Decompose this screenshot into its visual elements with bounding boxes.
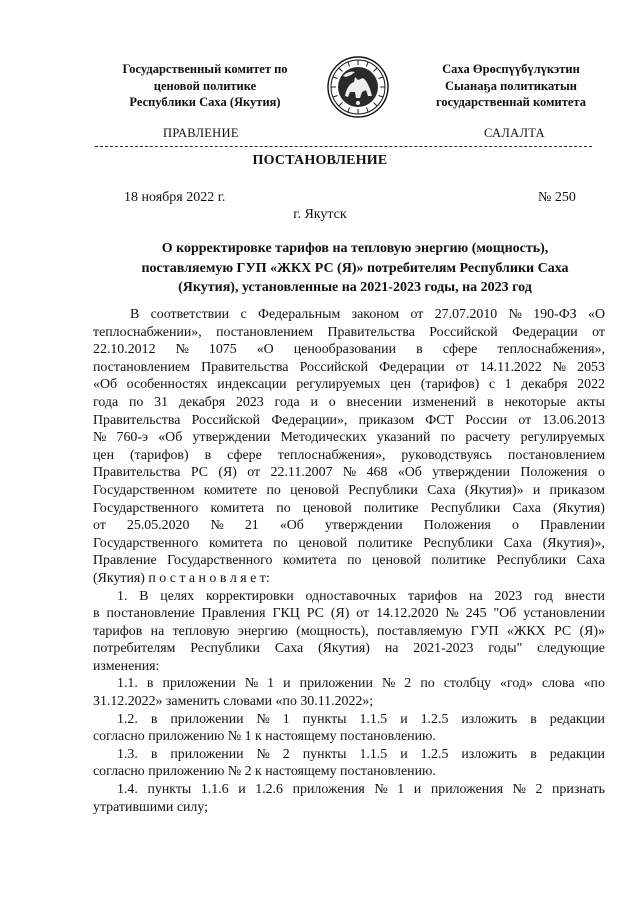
document-subject (105, 239, 605, 298)
body-line: теплоснабжении», постановлением Правительства Российской Федерации от (93, 324, 605, 340)
body-line: Правительства РС (Я) от 22.11.2007 № 468 «Об утверждении Положения о (93, 465, 605, 481)
body-line: изменения: (93, 658, 160, 674)
body-line: 1.3. в приложении № 2 пункты 1.1.5 и 1.2.5 изложить в редакции (117, 746, 605, 762)
body-line: 1.1. в приложении № 1 и приложении № 2 по столбцу «год» слова «по (117, 676, 605, 692)
header-left-line: ценовой политике (153, 78, 257, 93)
document-number: № 250 (538, 190, 576, 205)
document-date: 18 ноября 2022 г. (124, 190, 226, 205)
document-body (93, 306, 605, 816)
body-line: утратившими силу; (93, 799, 208, 815)
body-line: потребителям Республики Саха (Якутия) на 2021-2023 годы" следующие (93, 641, 605, 657)
header-right-line: Саха Өрөспүүбүлүкэтин (442, 62, 580, 76)
dashed-divider (95, 146, 592, 147)
body-line: постановлением Правительства Российской Федерации от 14.11.2022 № 2053 (93, 359, 605, 375)
body-line: Правительства Российской Федерации», приказом ФСТ России от 13.06.2013 (93, 412, 605, 428)
body-line: 1. В целях корректировки одноставочных тарифов на 2023 год внести (117, 588, 605, 604)
subject-line: О корректировке тарифов на тепловую энергию (мощность), (161, 241, 549, 256)
body-line: в постановление Правления ГКЦ РС (Я) от 14.12.2020 № 245 "Об установлении (93, 606, 605, 622)
body-line: 31.12.2022» заменить словами «по 30.11.2022»; (93, 694, 374, 710)
coat-of-arms-emblem (327, 56, 389, 118)
body-line: № 760-э «Об утверждении Методических указаний по расчету регулируемых (93, 430, 605, 446)
board-label-ru: ПРАВЛЕНИЕ (163, 126, 239, 140)
body-line: «Об особенностях индексации регулируемых цен (тарифов) с 1 декабря 2022 (93, 377, 605, 393)
document-city: г. Якутск (293, 207, 347, 222)
subject-line: поставляемую ГУП «ЖКХ РС (Я)» потребителям Республики Саха (141, 260, 569, 276)
body-line: Государственного комитета по ценовой политике Республики Саха (Якутия) (93, 500, 605, 516)
header-right-sakha (408, 61, 614, 111)
header-left-line: Государственный комитет по (122, 62, 288, 76)
board-label-sakha: САЛАЛТА (484, 126, 545, 140)
body-line: цен (тарифов) в сфере теплоснабжения», руководствуясь постановлением (93, 447, 605, 463)
body-line: 22.10.2012 № 1075 «О ценообразовании в сфере теплоснабжения», (93, 342, 605, 358)
body-line: года по 31 декабря 2023 года и о внесении изменений в некоторые акты (93, 394, 605, 410)
subject-line: (Якутия), установленные на 2021-2023 годы, на 2023 год (178, 280, 532, 295)
body-line: от 25.05.2020 № 21 «Об утверждении Положения о Правлении (93, 518, 605, 534)
body-line: тарифов на тепловую энергию (мощность), поставляемую ГУП «ЖКХ РС (Я)» (93, 623, 605, 639)
body-line: Государственного комитета по ценовой политике Республики Саха (Якутия)», (93, 535, 605, 551)
body-line: согласно приложению № 2 к настоящему постановлению. (93, 764, 436, 780)
body-line: Правление Государственного комитета по ценовой политике Республики Саха (93, 553, 605, 569)
header-right-line: государственнай комитета (436, 95, 586, 109)
header-left-line: Республики Саха (Якутия) (129, 95, 281, 109)
body-line: 1.2. в приложении № 1 пункты 1.1.5 и 1.2.5 изложить в редакции (117, 711, 605, 727)
document-title: ПОСТАНОВЛЕНИЕ (252, 153, 388, 168)
header-left-ru (100, 61, 310, 111)
header-right-line: Сыанаҕа политикатын (445, 78, 577, 93)
body-line: В соответствии с Федеральным законом от 27.07.2010 № 190-ФЗ «О (130, 307, 605, 322)
body-line: Государственном комитете по ценовой Республики Саха (Якутия)» и приказом (93, 482, 605, 498)
body-line: согласно приложению № 1 к настоящему постановлению. (93, 729, 436, 745)
body-line: (Якутия) п о с т а н о в л я е т: (93, 570, 270, 586)
body-line: 1.4. пункты 1.1.6 и 1.2.6 приложения № 1 и приложения № 2 признать (117, 782, 605, 798)
